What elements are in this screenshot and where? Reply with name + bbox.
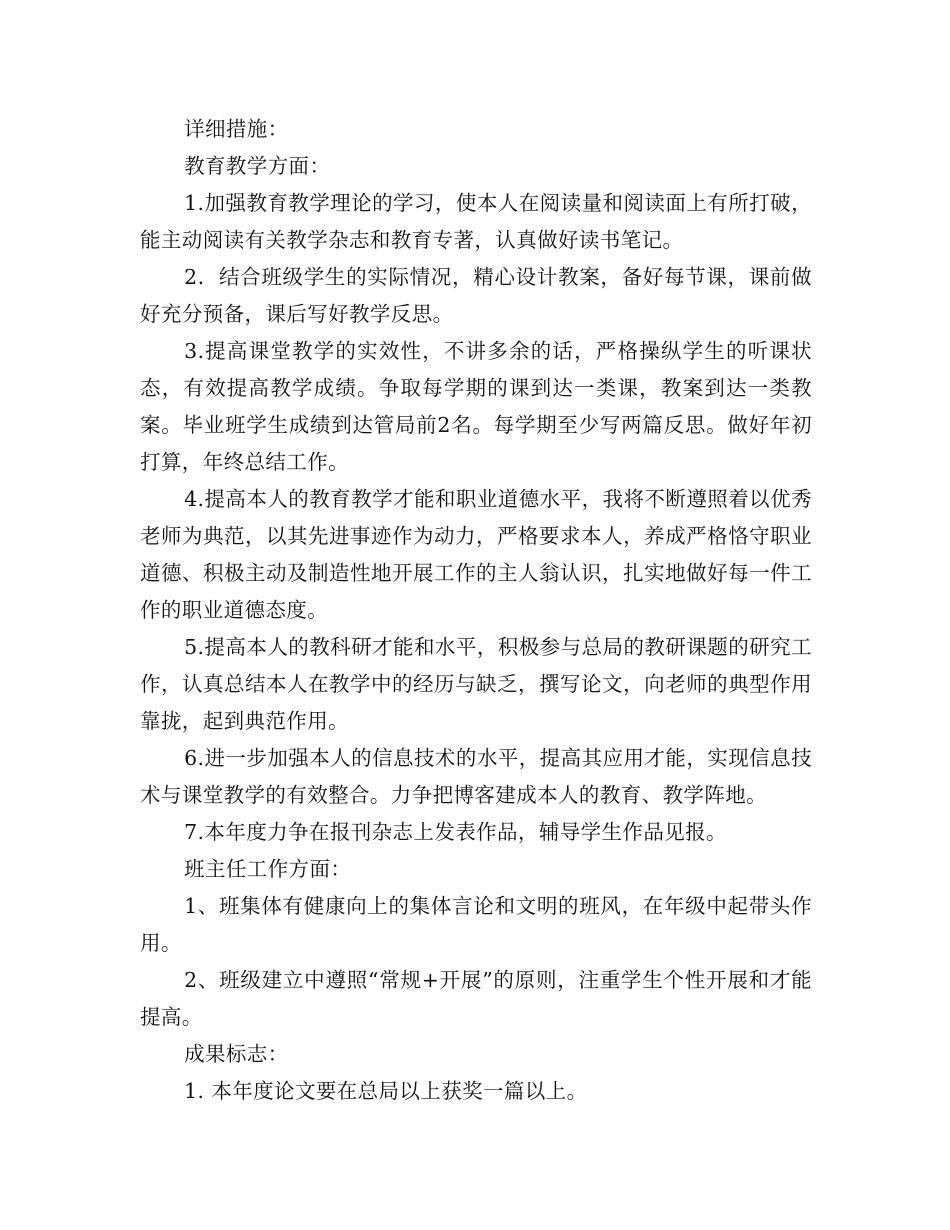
heading-achievements: 成果标志：	[184, 1042, 289, 1066]
achievement-item-1: 1. 本年度论文要在总局以上获奖一篇以上。	[184, 1079, 588, 1103]
teaching-item-6: 6.进一步加强本人的信息技术的水平，提高其应用才能，实现信息技术与课堂教学的有效整合。力争把博客建成本人的教育、教学阵地。	[140, 746, 812, 807]
teaching-item-2: 2．结合班级学生的实际情况，精心设计教案，备好每节课，课前做好充分预备，课后写好教学反思。	[140, 265, 812, 326]
teaching-item-1: 1.加强教育教学理论的学习，使本人在阅读量和阅读面上有所打破，能主动阅读有关教学杂志和教育专著，认真做好读书笔记。	[140, 191, 812, 252]
teaching-item-3: 3.提高课堂教学的实效性，不讲多余的话，严格操纵学生的听课状态，有效提高教学成绩。争取每学期的课到达一类课，教案到达一类教案。毕业班学生成绩到达管局前2名。每学期至少写两篇反思。做好年初打算，年终总结工作。	[140, 339, 812, 474]
heading-detailed-measures: 详细措施：	[184, 117, 289, 141]
head-teacher-item-1: 1、班集体有健康向上的集体言论和文明的班风，在年级中起带头作用。	[140, 894, 812, 955]
heading-head-teacher-section: 班主任工作方面：	[184, 857, 352, 881]
teaching-item-5: 5.提高本人的教科研才能和水平，积极参与总局的教研课题的研究工作，认真总结本人在教学中的经历与缺乏，撰写论文，向老师的典型作用靠拢，起到典范作用。	[140, 635, 812, 733]
teaching-item-7: 7.本年度力争在报刊杂志上发表作品，辅导学生作品见报。	[184, 820, 727, 844]
document-body	[140, 111, 812, 1110]
teaching-item-4: 4.提高本人的教育教学才能和职业道德水平，我将不断遵照着以优秀老师为典范，以其先进事迹作为动力，严格要求本人，养成严格恪守职业道德、积极主动及制造性地开展工作的主人翁认识，扎实地做好每一件工作的职业道德态度。	[140, 487, 812, 622]
heading-teaching-section: 教育教学方面：	[184, 154, 331, 178]
head-teacher-item-2: 2、班级建立中遵照“常规+开展”的原则，注重学生个性开展和才能提高。	[140, 968, 812, 1029]
